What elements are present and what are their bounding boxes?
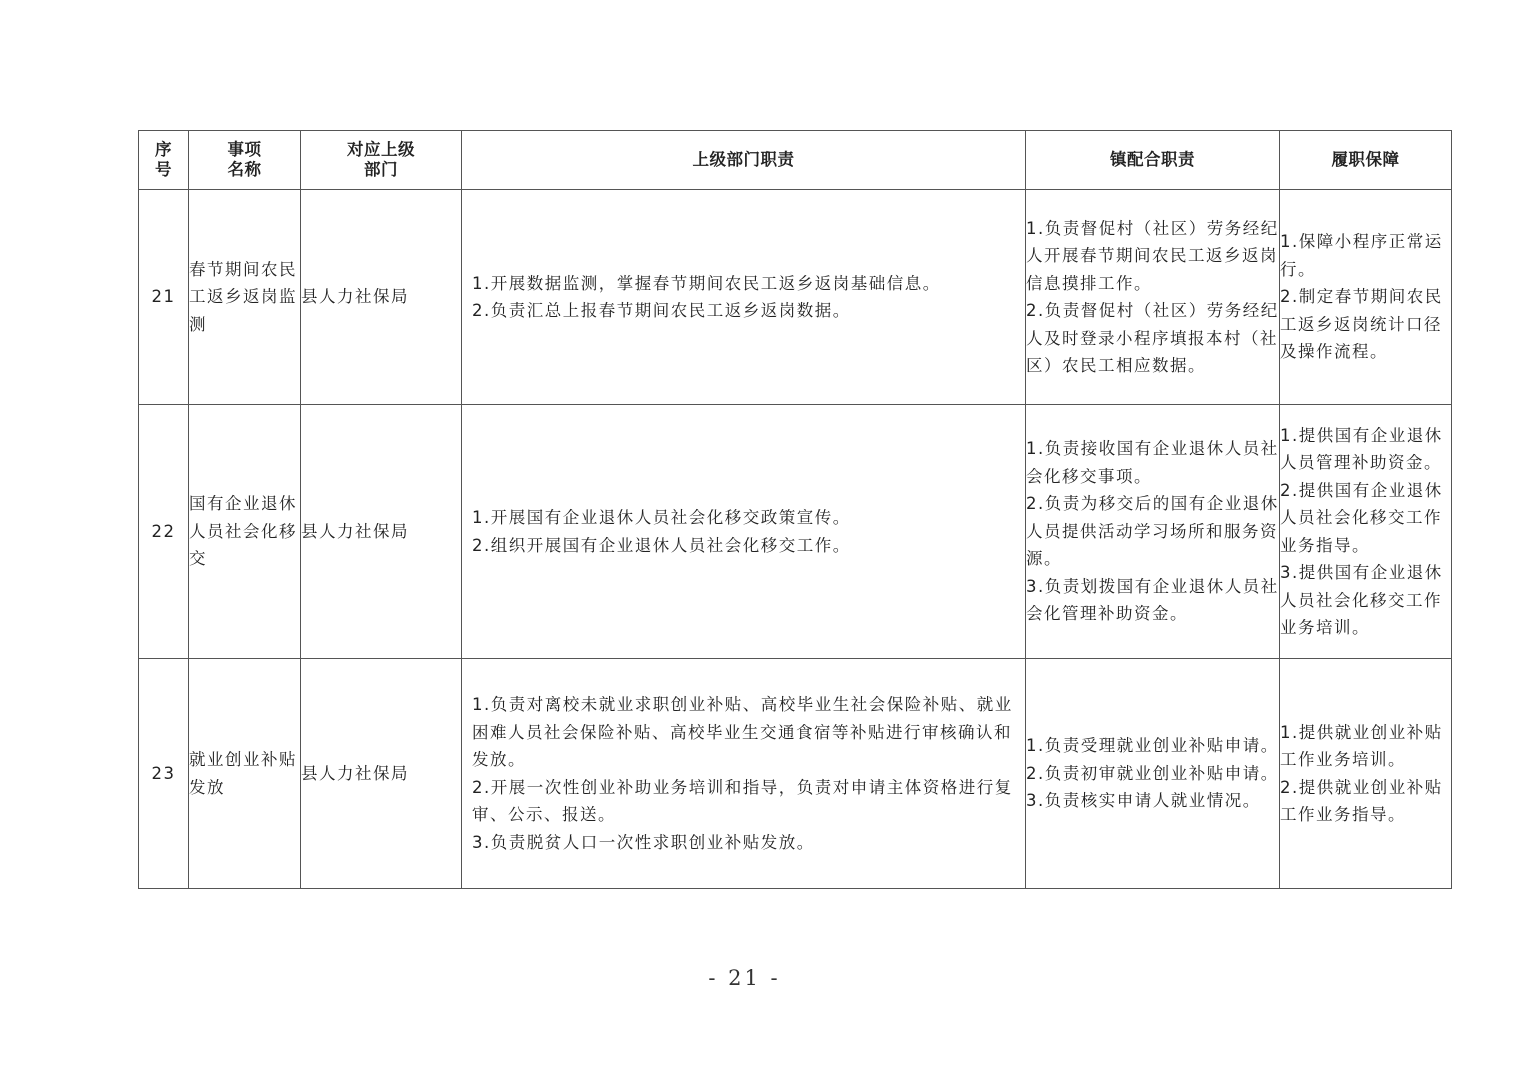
- guarantee-item: 1.提供就业创业补贴工作业务培训。: [1280, 722, 1443, 769]
- town-duty-item: 2.负责督促村（社区）劳务经纪人及时登录小程序填报本村（社区）农民工相应数据。: [1026, 301, 1279, 375]
- row-upper-duties: [462, 190, 1026, 405]
- row-item-name: 就业创业补贴发放: [189, 659, 301, 889]
- row-upper-duties: [462, 659, 1026, 889]
- row-item-name: 国有企业退休人员社会化移交: [189, 405, 301, 659]
- town-duty-item: 3.负责核实申请人就业情况。: [1026, 791, 1261, 811]
- upper-duty-item: 1.开展国有企业退休人员社会化移交政策宣传。: [472, 508, 851, 527]
- table-header-row: [139, 131, 1452, 190]
- guarantee-item: 2.提供就业创业补贴工作业务指导。: [1280, 777, 1443, 824]
- duty-table: [138, 130, 1452, 889]
- page-number: - 21 -: [708, 966, 781, 990]
- town-duty-item: 1.负责受理就业创业补贴申请。: [1026, 736, 1279, 756]
- row-seq: 23: [139, 659, 189, 889]
- guarantee-item: 1.提供国有企业退休人员管理补助资金。: [1280, 425, 1443, 472]
- table-row: [139, 405, 1452, 659]
- guarantee-item: 3.提供国有企业退休人员社会化移交工作业务培训。: [1280, 563, 1443, 637]
- town-duty-item: 1.负责接收国有企业退休人员社会化移交事项。: [1026, 439, 1279, 486]
- upper-duty-item: 1.负责对离校未就业求职创业补贴、高校毕业生社会保险补贴、就业困难人员社会保险补贴、高校毕业生交通食宿等补贴进行审核确认和发放。: [472, 695, 1013, 769]
- header-seq: 序 号: [139, 131, 189, 190]
- guarantee-item: 2.制定春节期间农民工返乡返岗统计口径及操作流程。: [1280, 287, 1443, 362]
- town-duty-item: 2.负责为移交后的国有企业退休人员提供活动学习场所和服务资源。: [1026, 494, 1279, 569]
- upper-duty-item: 2.开展一次性创业补助业务培训和指导，负责对申请主体资格进行复审、公示、报送。: [472, 777, 1013, 824]
- row-item-name: 春节期间农民工返乡返岗监测: [189, 190, 301, 405]
- row-dept: 县人力社保局: [301, 190, 462, 405]
- upper-duty-item: 2.负责汇总上报春节期间农民工返乡返岗数据。: [472, 301, 851, 320]
- row-seq: 21: [139, 190, 189, 405]
- upper-duty-item: 3.负责脱贫人口一次性求职创业补贴发放。: [472, 832, 815, 852]
- upper-duty-item: 1.开展数据监测，掌握春节期间农民工返乡返岗基础信息。: [472, 273, 941, 293]
- row-town-duties: [1026, 659, 1280, 889]
- row-dept: 县人力社保局: [301, 405, 462, 659]
- guarantee-item: 1.保障小程序正常运行。: [1280, 232, 1443, 279]
- row-upper-duties: [462, 405, 1026, 659]
- upper-duty-item: 2.组织开展国有企业退休人员社会化移交工作。: [472, 535, 851, 555]
- row-town-duties: [1026, 405, 1280, 659]
- table-row: [139, 190, 1452, 405]
- header-guarantee: 履职保障: [1280, 131, 1452, 190]
- town-duty-item: 1.负责督促村（社区）劳务经纪人开展春节期间农民工返乡返岗信息摸排工作。: [1026, 218, 1279, 293]
- header-item-name: 事项 名称: [189, 131, 301, 190]
- header-dept: 对应上级 部门: [301, 131, 462, 190]
- header-town-duty: 镇配合职责: [1026, 131, 1280, 190]
- row-guarantees: [1280, 190, 1452, 405]
- header-upper-duty: 上级部门职责: [462, 131, 1026, 190]
- town-duty-item: 3.负责划拨国有企业退休人员社会化管理补助资金。: [1026, 576, 1279, 624]
- guarantee-item: 2.提供国有企业退休人员社会化移交工作业务指导。: [1280, 480, 1443, 555]
- row-dept: 县人力社保局: [301, 659, 462, 889]
- row-guarantees: [1280, 405, 1452, 659]
- row-town-duties: [1026, 190, 1280, 405]
- town-duty-item: 2.负责初审就业创业补贴申请。: [1026, 763, 1279, 783]
- table-row: [139, 659, 1452, 889]
- row-guarantees: [1280, 659, 1452, 889]
- row-seq: 22: [139, 405, 189, 659]
